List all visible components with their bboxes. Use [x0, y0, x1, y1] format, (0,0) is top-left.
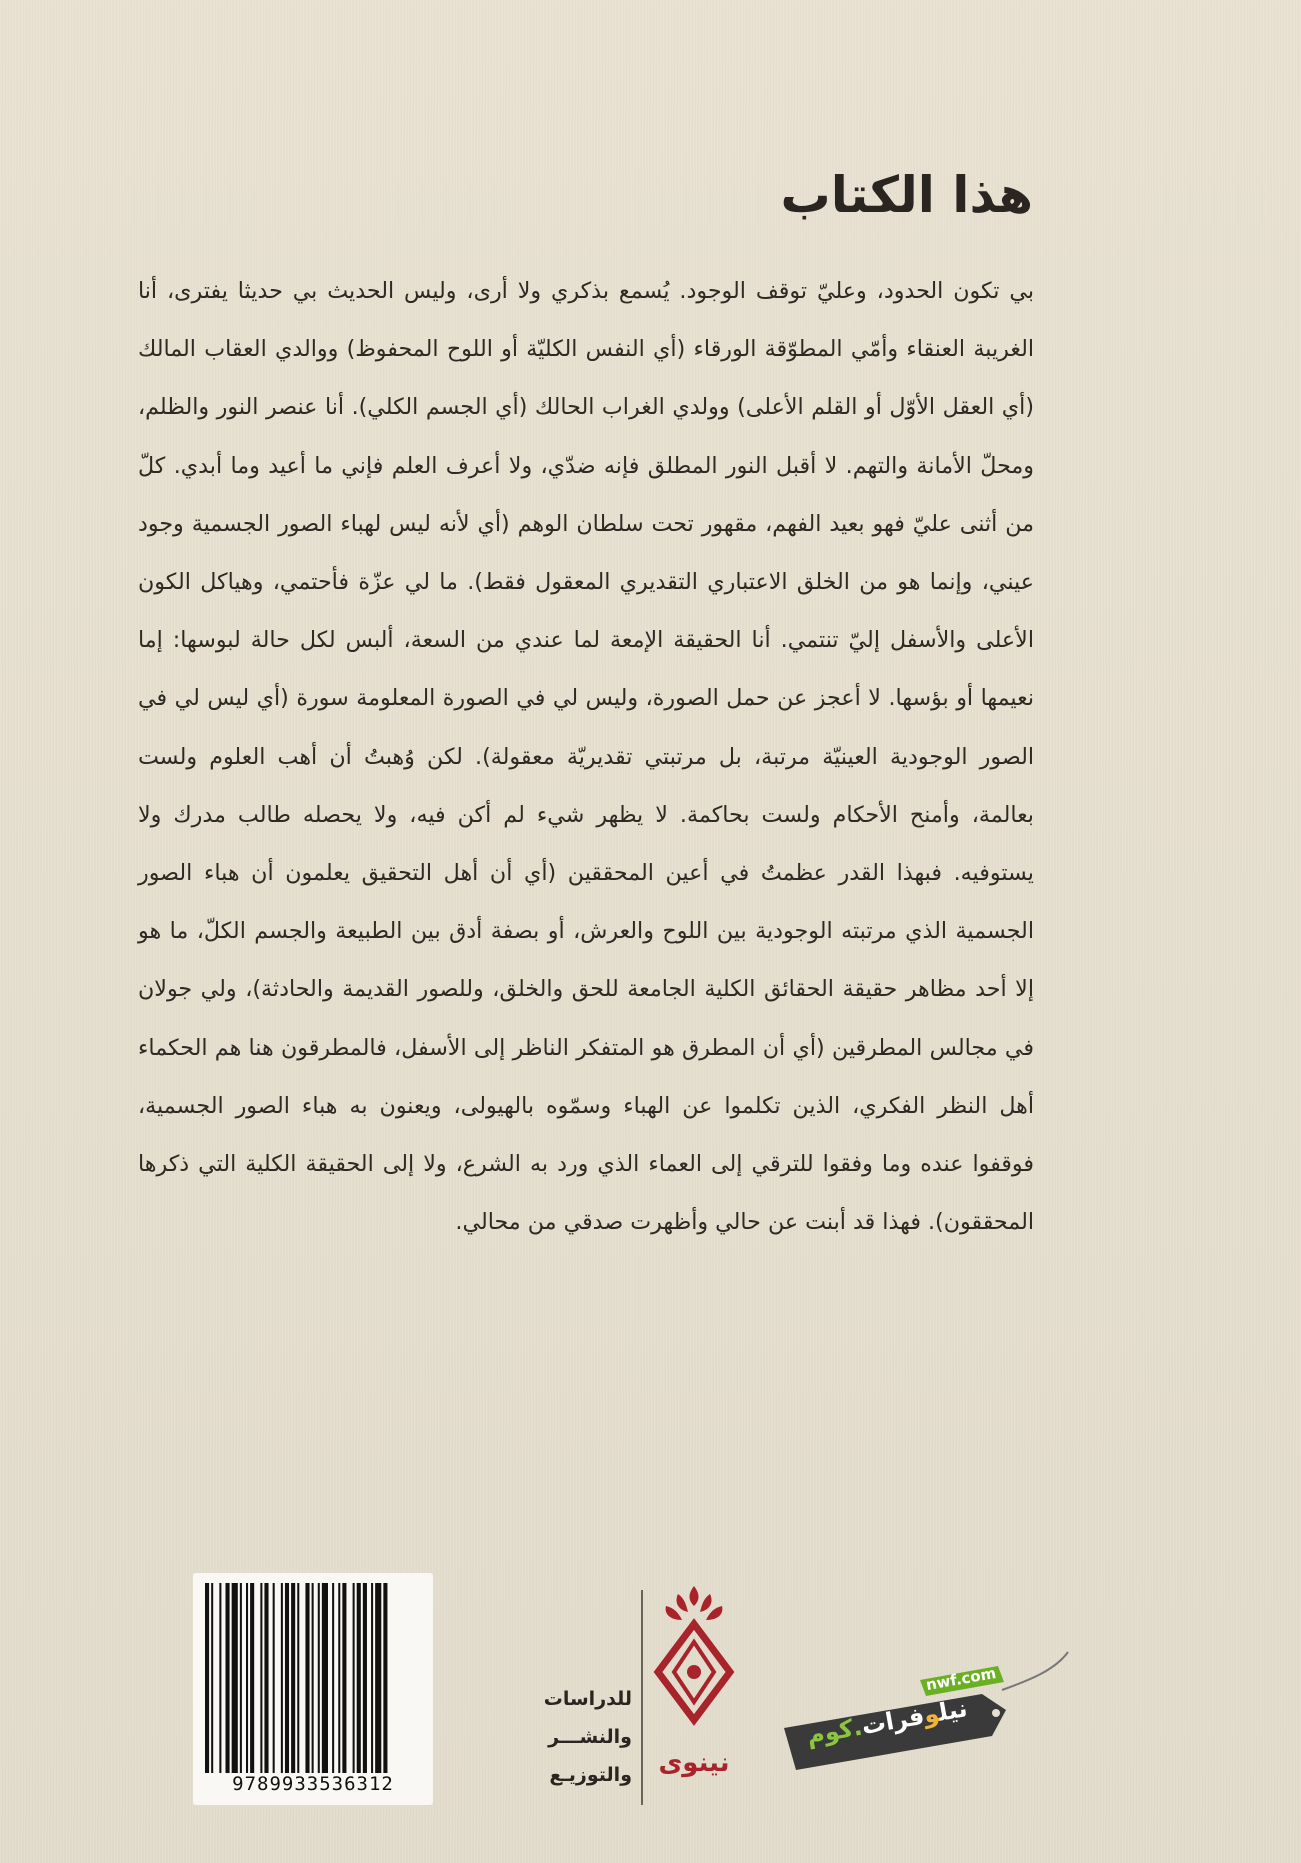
barcode-bar	[219, 1583, 221, 1773]
barcode-bar	[260, 1583, 262, 1773]
text-line: الكون الأعلى والأسفل إليّ تنتمي. أنا الحقيقة الإمعة لما عندي من السعة، ألبس لكل	[138, 569, 1034, 654]
text-line: حالي وأظهرت صدقي من محالي.	[455, 1209, 761, 1236]
text-line: الوجودية بين اللوح والعرش، أو بصفة أدق بين الطبيعة والجسم الكلّ، ما هو إلا أحد	[138, 918, 1034, 1003]
text-line: وإنما هو من الخلق الاعتباري التقديري المعقول فقط). ما لي عزّة فأحتمي، وهياكل	[190, 569, 973, 596]
publisher-tagline	[500, 1680, 632, 1794]
seller-name-part: و	[921, 1699, 942, 1730]
barcode-bar	[226, 1583, 230, 1773]
barcode-bar	[240, 1583, 242, 1773]
barcode-bar	[383, 1583, 387, 1773]
text-line: بي تكون الحدود، وعليّ توقف الوجود. يُسمع بذكري ولا أرى، وليس الحديث بي	[282, 278, 1034, 304]
text-line: فإنه ضدّي، ولا أعرف العلم فإني ما أعيد وما أبدي. كلّ من أثنى عليّ فهو بعيد	[138, 452, 1034, 537]
text-line: الفهم، مقهور تحت سلطان الوهم (أي لأنه ليس لهباء الصور الجسمية وجود عيني،	[138, 510, 1034, 596]
publisher-name: نينوى	[658, 1748, 730, 1778]
isbn-number: 9789933536312	[232, 1773, 394, 1795]
text-line: بالهيولى، ويعنون به هباء الصور الجسمية، فوقفوا عنده وما وفقوا للترقي إلى العماء	[138, 1092, 1034, 1178]
ninawa-logo-icon	[648, 1580, 740, 1740]
text-line: المحفوظ) ووالدي العقاب المالك (أي العقل الأوّل أو القلم الأعلى) وولدي الغراب الحالك	[138, 336, 1034, 421]
barcode-bar	[264, 1583, 268, 1773]
barcode-bar	[297, 1583, 299, 1773]
seller-name-part: نيل	[936, 1694, 970, 1727]
publisher-line: للدراسات	[543, 1688, 632, 1710]
barcode-bar	[371, 1583, 373, 1773]
description-paragraph	[138, 262, 1034, 1251]
book-description	[138, 262, 1034, 1251]
text-line: حديثا يفترى، أنا الغريبة العنقاء وأمّي المطوّقة الورقاء (أي النفس الكليّة أو اللوح	[138, 278, 1034, 363]
seller-name-part: فرات	[859, 1701, 927, 1741]
text-line: يظهر شيء لم أكن فيه، ولا يحصله طالب مدرك ولا يستوفيه. فبهذا القدر عظمتُ	[138, 801, 1034, 887]
text-line: (أي الجسم الكلي). أنا عنصر النور والظلم، ومحلّ الأمانة والتهم. لا أقبل النور المطلق	[138, 394, 1035, 479]
barcode-bar	[312, 1583, 314, 1773]
barcode-bars	[203, 1583, 423, 1773]
barcode-bar	[250, 1583, 254, 1773]
text-line: في أعين المحققين (أي أن أهل التحقيق يعلمون أن هباء الصور الجسمية الذي مرتبته	[138, 860, 1034, 945]
seller-url: nwf.com	[924, 1663, 998, 1695]
barcode-bar	[342, 1583, 346, 1773]
barcode-bar	[281, 1583, 283, 1773]
text-line: حالة لبوسها: إما نعيمها أو بؤسها. لا أعجز عن حمل الصورة، وليس لي في الصورة	[138, 627, 1035, 712]
barcode-bar	[305, 1583, 309, 1773]
publisher-line: والتوزيـع	[549, 1764, 632, 1786]
barcode-bar	[285, 1583, 289, 1773]
text-line: ولي جولان في مجالس المطرقين (أي أن المطرق هو المتفكر الناظر إلى الأسفل،	[138, 976, 1035, 1061]
barcode-bar	[353, 1583, 355, 1773]
barcode-bar	[205, 1583, 209, 1773]
text-line: معقولة). لكن وُهبتُ أن أهب العلوم ولست بعالمة، وأمنح الأحكام ولست بحاكمة. لا	[138, 743, 1034, 828]
text-line: مظاهر حقيقة الحقائق الكلية الجامعة للحق والخلق، وللصور القديمة والحادثة)،	[236, 976, 967, 1003]
page-title: هذا الكتاب	[780, 166, 1033, 224]
barcode-bar	[318, 1583, 320, 1773]
publisher-line: والنشـــر	[548, 1726, 632, 1748]
barcode-bar	[332, 1583, 334, 1773]
barcode-bar	[338, 1583, 340, 1773]
barcode-bar	[357, 1583, 361, 1773]
text-line: المعلومة سورة (أي ليس لي في الصور الوجودية العينيّة مرتبة، بل مرتبتي تقديريّة	[138, 685, 1034, 770]
seller-tag	[770, 1650, 1070, 1770]
barcode-bar	[273, 1583, 275, 1773]
barcode-bar	[322, 1583, 328, 1773]
barcode-bar	[363, 1583, 367, 1773]
isbn-barcode	[193, 1573, 433, 1805]
text-line: الذي ورد به الشرع، ولا إلى الحقيقة الكلية التي ذكرها المحققون). فهذا قد أبنت عن	[138, 1151, 1034, 1236]
barcode-bar	[246, 1583, 248, 1773]
barcode-bar	[375, 1583, 381, 1773]
seller-name-part: .كوم	[804, 1712, 865, 1750]
text-line: فالمطرقون هنا هم الحكماء أهل النظر الفكري، الذين تكلموا عن الهباء وسمّوه	[138, 1034, 1034, 1119]
barcode-bar	[211, 1583, 213, 1773]
barcode-bar	[291, 1583, 295, 1773]
barcode-bar	[232, 1583, 238, 1773]
